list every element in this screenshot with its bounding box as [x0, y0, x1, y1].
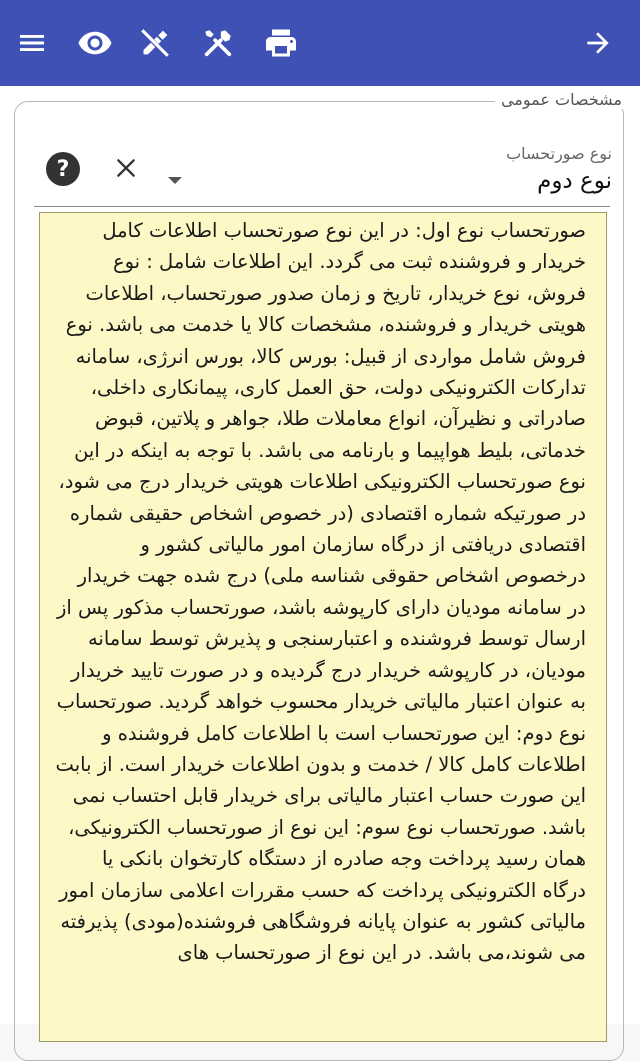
invoice-type-label: نوع صورتحساب	[506, 144, 612, 163]
arrow-forward-icon[interactable]	[578, 23, 618, 63]
invoice-type-select[interactable]: نوع دوم	[537, 168, 612, 194]
tools-icon[interactable]	[198, 23, 238, 63]
clear-icon[interactable]	[110, 152, 142, 184]
menu-icon[interactable]	[12, 23, 52, 63]
field-underline	[34, 206, 610, 207]
form-content	[0, 86, 640, 1024]
help-icon[interactable]: ?	[46, 152, 80, 186]
app-bar	[0, 0, 640, 86]
group-title: مشخصات عمومی	[495, 90, 628, 109]
no-edit-icon[interactable]	[135, 23, 175, 63]
eye-icon[interactable]	[75, 23, 115, 63]
description-text: صورتحساب نوع اول: در این نوع صورتحساب اطلاعات کامل خریدار و فروشنده ثبت می گردد. این اطلاعات شامل : نوع فروش، نوع خریدار، تاریخ و زمان صدور صورتحساب، اطلاعات هویتی خریدار و فروشنده، مشخصات کالا یا خدمت می باشد. نوع فروش شامل مواردی از قبیل: بورس کالا، بورس انرژی، سامانه تدارکات الکترونیکی دولت، حق العمل کاری، پیمانکاری داخلی، صادراتی و نظیرآن، انواع معاملات طلا، جواهر و پلاتین، قبوض خدماتی، بلیط هواپیما و بارنامه می باشد. با توجه به اینکه در این نوع صورتحساب الکترونیکی اطلاعات هویتی خریدار درج می شود، در صورتیکه شماره اقتصادی (در خصوص اشخاص حقیقی شماره اقتصادی دریافتی از درگاه سازمان امور مالیاتی کشور و درخصوص اشخاص حقوقی شناسه ملی) درج شده جهت خریدار در سامانه مودیان دارای کارپوشه باشد، صورتحساب مذکور پس از ارسال توسط فروشنده و اعتبارسنجی و پذیرش توسط سامانه مودیان، در کارپوشه خریدار درج گردیده و در صورت تایید خریدار به عنوان اعتبار مالیاتی خریدار محسوب خواهد گردید. صورتحساب نوع دوم: این صورتحساب است با اطلاعات کامل فروشنده و اطلاعات کامل کالا / خدمت و بدون اطلاعات خریدار است. از بابت این صورت حساب اعتبار مالیاتی برای خریدار قابل احتساب نمی باشد. صورتحساب نوع سوم: این نوع از صورتحساب الکترونیکی، همان رسید پرداخت وجه صادره از دستگاه کارتخوان بانکی یا درگاه الکترونیکی پرداخت که حسب مقررات اعلامی سازمان امور مالیاتی کشور به عنوان پایانه فروشگاهی فروشنده(مودی) پذیرفته می شوند،می باشد. در این نوع از صورتحساب های	[55, 219, 586, 965]
description-box	[39, 212, 607, 1042]
print-icon[interactable]	[261, 23, 301, 63]
dropdown-arrow-icon[interactable]	[168, 177, 182, 184]
